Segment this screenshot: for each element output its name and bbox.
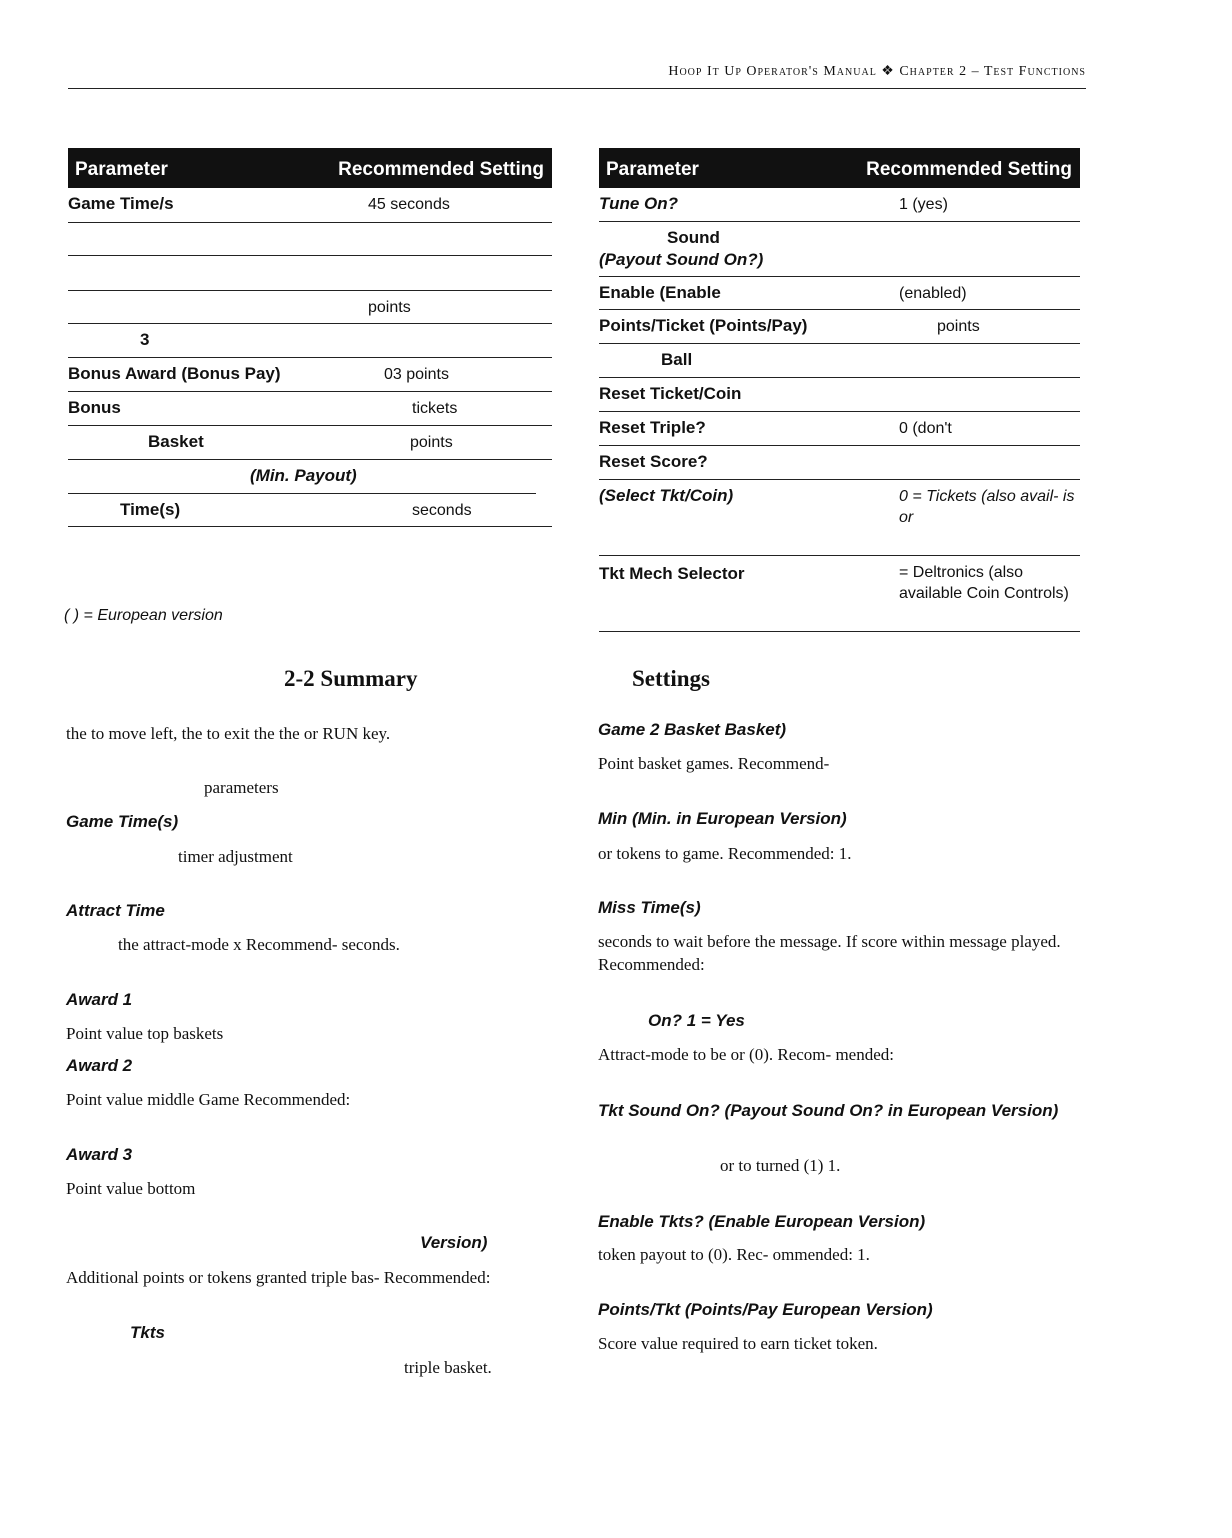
table-row (599, 222, 1080, 277)
table-row (68, 494, 552, 527)
right-table-header (599, 148, 1080, 188)
subhead-game-time: Game Time(s) (66, 812, 179, 831)
table-row (68, 358, 552, 392)
subhead-points-tkt: Points/Tkt (Points/Pay European Version) (598, 1300, 933, 1319)
row-param: 3 (140, 330, 150, 349)
text-enable-tkts: token payout to (0). Rec- ommended: 1. (598, 1245, 870, 1264)
table-row (599, 446, 1080, 480)
left-section-heading: 2-2 Summary (284, 666, 418, 691)
row-value: 0 (don't (899, 420, 952, 437)
row-param: Time(s) (120, 500, 181, 519)
row-param: Reset Ticket/Coin (599, 384, 742, 403)
left-table-header (68, 148, 552, 188)
european-version-note: ( ) = European version (64, 607, 223, 624)
left-col-setting: Recommended Setting (338, 159, 544, 180)
subhead-min-payout: Min (Min. in European Version) (598, 809, 847, 828)
table-row (599, 412, 1080, 446)
row-param: Reset Score? (599, 452, 708, 471)
subhead-tkt-sound: Tkt Sound On? (Payout Sound On? in European Version) (598, 1101, 1059, 1120)
table-row (68, 256, 552, 291)
row-value: = Deltronics (also available Coin Controls) (899, 564, 1069, 602)
table-row (599, 378, 1080, 412)
subhead-award-1: Award 1 (66, 990, 133, 1009)
page-header (68, 60, 1086, 89)
subhead-tune-on: On? 1 = Yes (648, 1011, 745, 1030)
row-value: points (937, 318, 980, 335)
subhead-miss-time: Miss Time(s) (598, 898, 701, 917)
text-game-time: timer adjustment (178, 847, 293, 866)
row-value: 0 = Tickets (also avail- is or (899, 488, 1075, 526)
table-row (68, 426, 552, 460)
row-param: Ball (661, 350, 693, 369)
text-points-tkt: Score value required to earn ticket token. (598, 1334, 878, 1353)
table-row (599, 277, 1080, 310)
row-param-alt: (Payout Sound On?) (599, 250, 764, 269)
subhead-bonus-tkts: Tkts (130, 1323, 165, 1342)
row-param: Tune On? (599, 194, 679, 213)
table-row (68, 460, 536, 494)
text-award-3: Point value bottom (66, 1179, 196, 1198)
subhead-game-2-basket: Game 2 Basket Basket) (598, 720, 787, 739)
left-intro-text: the to move left, the to exit the the or RUN key. (66, 724, 391, 743)
text-bonus-award: Additional points or tokens granted triple bas- Recommended: (66, 1268, 491, 1287)
row-param: Basket (148, 432, 204, 451)
table-row (599, 556, 1080, 632)
subhead-attract-time: Attract Time (66, 901, 165, 920)
table-row (599, 344, 1080, 378)
row-value: tickets (412, 400, 458, 417)
table-row (68, 291, 552, 324)
text-bonus-tkts: triple basket. (404, 1358, 492, 1377)
row-param: Game Time/s (68, 194, 174, 213)
row-param: Tkt Mech Selector (599, 564, 745, 583)
row-param: Points/Ticket (Points/Pay) (599, 316, 808, 335)
row-value: 1 (yes) (899, 196, 948, 213)
text-game-2-basket: Point basket games. Recommend- (598, 754, 830, 773)
row-value: points (410, 434, 453, 451)
right-section-heading: Settings (632, 666, 710, 691)
table-row (599, 480, 1080, 556)
left-parameter-table (68, 148, 552, 527)
table-row (68, 392, 552, 426)
header-text: Hoop It Up Operator's Manual ❖ Chapter 2 – Test Functions (668, 64, 1086, 79)
row-value: 03 points (384, 366, 449, 383)
row-param: Sound (667, 228, 720, 247)
right-parameter-table (599, 148, 1080, 632)
row-param: Bonus Award (Bonus Pay) (68, 364, 281, 383)
row-param: (Min. Payout) (250, 466, 357, 485)
row-value: points (368, 299, 411, 316)
row-value: 45 seconds (368, 196, 450, 213)
row-param: Enable (Enable (599, 283, 721, 302)
text-award-2: Point value middle Game Recommended: (66, 1090, 351, 1109)
right-col-setting: Recommended Setting (866, 159, 1072, 180)
table-row (68, 223, 552, 256)
row-param: (Select Tkt/Coin) (599, 486, 734, 505)
right-col-param: Parameter (606, 159, 699, 180)
subhead-enable-tkts: Enable Tkts? (Enable European Version) (598, 1212, 926, 1231)
table-row (599, 310, 1080, 344)
text-tune-on: Attract-mode to be or (0). Recom- mended: (598, 1045, 894, 1064)
row-value: seconds (412, 502, 472, 519)
subhead-award-3: Award 3 (66, 1145, 133, 1164)
table-row (599, 188, 1080, 222)
left-col-param: Parameter (75, 159, 168, 180)
subhead-bonus-version: Version) (420, 1233, 488, 1252)
row-value: (enabled) (899, 285, 967, 302)
row-param: Reset Triple? (599, 418, 706, 437)
text-min-payout: or tokens to game. Recommended: 1. (598, 844, 852, 863)
subhead-award-2: Award 2 (66, 1056, 133, 1075)
row-param: Bonus (68, 398, 121, 417)
left-parameters-text: parameters (204, 778, 279, 797)
text-miss-time: seconds to wait before the message. If score within message played. Recommended: (598, 932, 1061, 974)
table-row (68, 188, 552, 223)
text-tkt-sound: or to turned (1) 1. (720, 1156, 841, 1175)
text-award-1: Point value top baskets (66, 1024, 224, 1043)
table-row (68, 324, 552, 358)
text-attract-time: the attract-mode x Recommend- seconds. (118, 935, 400, 954)
